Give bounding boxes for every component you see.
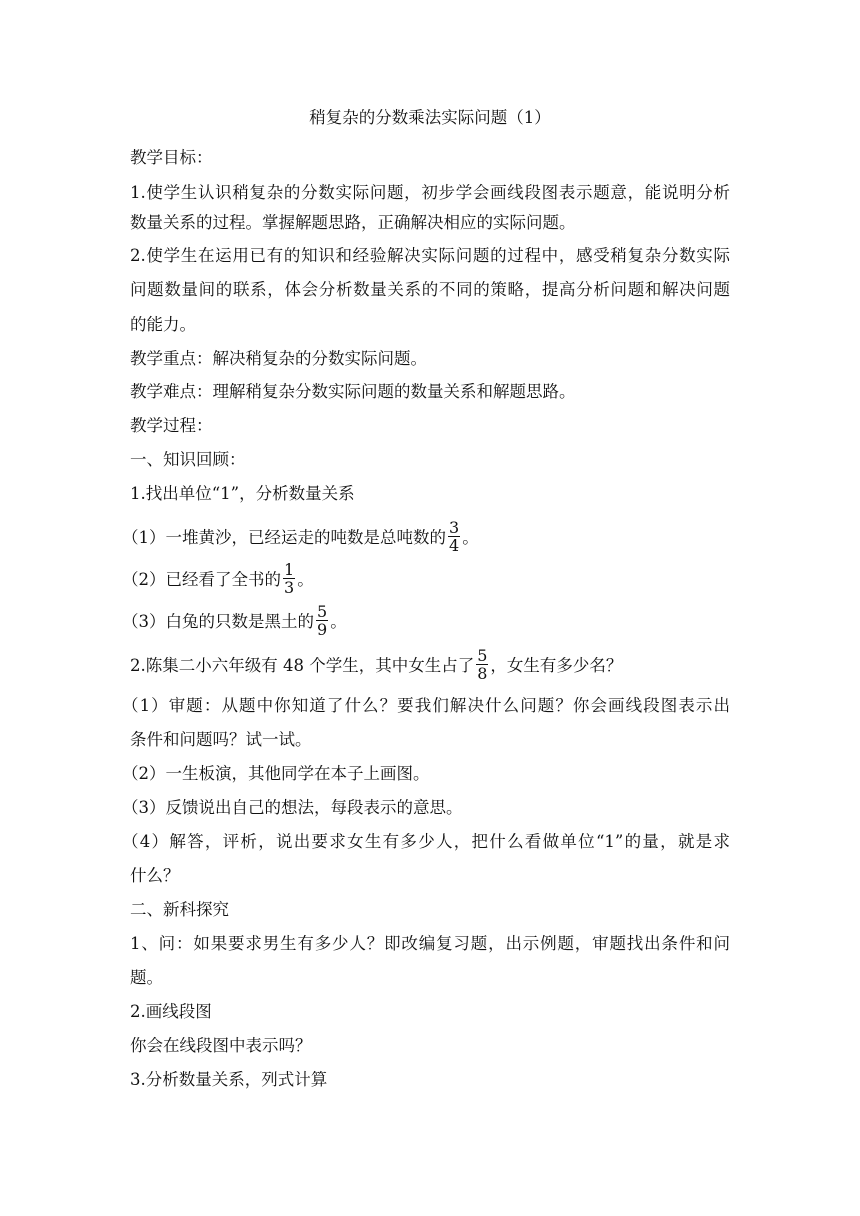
goal1-line1: 1.使学生认识稍复杂的分数实际问题，初步学会画线段图表示题意，能说明分析 <box>130 183 730 202</box>
explore-p1-line2: 题。 <box>130 968 163 987</box>
goal2-line2: 问题数量间的联系，体会分析数量关系的不同的策略，提高分析问题和解决问题 <box>130 280 730 299</box>
explore-p2-sub: 你会在线段图中表示吗？ <box>130 1036 312 1055</box>
fraction-5-8 <box>476 647 488 682</box>
fraction-denominator: 3 <box>284 578 295 597</box>
fraction-numerator: 1 <box>284 560 295 579</box>
review-q2-end: ，女生有多少名？ <box>490 656 623 675</box>
review-item-2-text: （2）已经看了全书的 <box>122 570 281 589</box>
review-item-1 <box>122 518 479 555</box>
fraction-denominator: 8 <box>477 664 488 683</box>
goal2-line1: 2.使学生在运用已有的知识和经验解决实际问题的过程中，感受稍复杂分数实际 <box>130 246 730 265</box>
goal2-line3: 的能力。 <box>130 315 196 334</box>
difficulty: 教学难点：理解稍复杂分数实际问题的数量关系和解题思路。 <box>130 382 576 401</box>
step3: （3）反馈说出自己的想法，每段表示的意思。 <box>122 798 463 817</box>
step4-line1: （4）解答，评析，说出要求女生有多少人，把什么看做单位“1”的量，就是求 <box>122 832 730 851</box>
review-item-3-text: （3）白兔的只数是黑土的 <box>122 612 314 631</box>
review-item-3 <box>122 602 347 639</box>
goals-heading: 教学目标： <box>130 148 213 167</box>
step4-line2: 什么？ <box>130 866 180 885</box>
review-heading: 一、知识回顾： <box>130 450 246 469</box>
page-title: 稍复杂的分数乘法实际问题（1） <box>309 108 551 127</box>
step1-line1: （1）审题：从题中你知道了什么？要我们解决什么问题？你会画线段图表示出 <box>122 696 730 715</box>
step1-line2: 条件和问题吗？试一试。 <box>130 730 312 749</box>
fraction-numerator: 3 <box>449 518 460 537</box>
review-item-2 <box>122 560 314 597</box>
review-q1-heading: 1.找出单位“1”，分析数量关系 <box>130 484 355 503</box>
fraction-numerator: 5 <box>477 646 488 665</box>
fraction-3-4 <box>448 519 460 554</box>
explore-p3: 3.分析数量关系，列式计算 <box>130 1070 328 1089</box>
fraction-denominator: 9 <box>317 620 328 639</box>
explore-p1-line1: 1、问：如果要求男生有多少人？即改编复习题，出示例题，审题找出条件和问 <box>130 934 730 953</box>
review-item-1-text: （1）一堆黄沙，已经运走的吨数是总吨数的 <box>122 528 446 547</box>
fraction-1-3 <box>283 561 295 596</box>
review-q2 <box>130 646 623 683</box>
explore-heading: 二、新科探究 <box>130 900 229 919</box>
fraction-denominator: 4 <box>449 536 460 555</box>
review-item-1-end: 。 <box>462 528 479 547</box>
process-heading: 教学过程： <box>130 416 213 435</box>
explore-p2: 2.画线段图 <box>130 1002 212 1021</box>
fraction-5-9 <box>316 603 328 638</box>
review-item-2-end: 。 <box>297 570 314 589</box>
step2: （2）一生板演，其他同学在本子上画图。 <box>122 764 430 783</box>
review-item-3-end: 。 <box>330 612 347 631</box>
key-point: 教学重点：解决稍复杂的分数实际问题。 <box>130 349 427 368</box>
goal1-line2: 数量关系的过程。掌握解题思路，正确解决相应的实际问题。 <box>130 213 576 232</box>
review-q2-text: 2.陈集二小六年级有 48 个学生，其中女生占了 <box>130 656 475 675</box>
fraction-numerator: 5 <box>317 602 328 621</box>
